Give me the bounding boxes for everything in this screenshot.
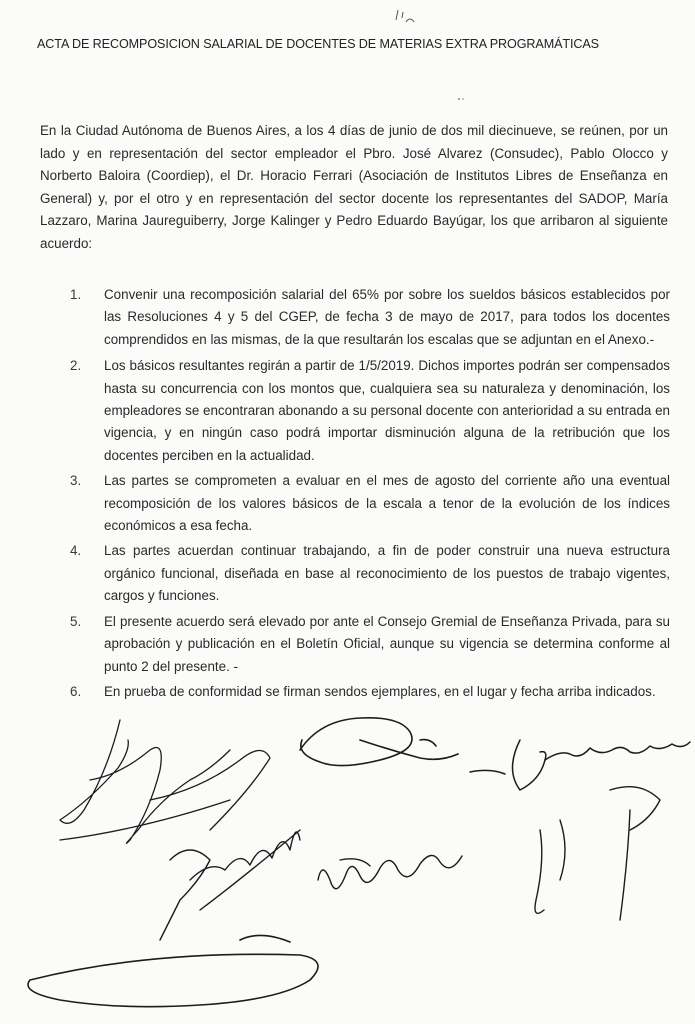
item-number: 3. (70, 473, 82, 489)
signature-5 (318, 855, 462, 888)
agreement-item-4 (70, 540, 670, 607)
item-number: 1. (70, 287, 82, 302)
signature-7 (28, 935, 318, 1006)
signature-3 (470, 740, 690, 790)
item-text: El presente acuerdo será elevado por ante el Consejo Gremial de Enseñanza Privada, para su aprobación y publicación en el Boletín Oficial, aunque su vigencia se determina conforme al punto 2 del presente. - (104, 613, 670, 674)
agreement-list (70, 284, 670, 703)
item-text: Las partes se comprometen a evaluar en el mes de agosto del corriente año una eventual recomposición de los valores básicos de la escala a tenor de la evolución de los índices económicos a esa fecha. (104, 473, 670, 534)
signature-6 (535, 787, 660, 920)
agreement-item-5 (70, 611, 670, 678)
agreement-item-3 (70, 470, 670, 537)
item-number: 6. (70, 683, 82, 699)
item-number: 5. (70, 613, 82, 629)
agreement-item-1 (70, 284, 670, 351)
item-text: En prueba de conformidad se firman sendos ejemplares, en el lugar y fecha arriba indicados. (104, 683, 656, 699)
signatures-area (0, 680, 695, 1024)
scan-speck (456, 96, 466, 102)
item-text: Las partes acuerdan continuar trabajando, a fin de poder construir una nueva estructura orgánico funcional, diseñada en base al reconocimiento de los puestos de trabajo vigentes, cargos y funciones. (104, 543, 670, 604)
item-text: Convenir una recomposición salarial del 65% por sobre los sueldos básicos establecidos por las Resoluciones 4 y 5 del CGEP, de fecha 3 de mayo de 2017, para todos los docentes comprendidos en las mismas, de la que resultarán los escalas que se adjuntan en el Anexo.- (104, 287, 670, 347)
item-number: 4. (70, 543, 82, 559)
agreement-item-2 (70, 355, 670, 467)
signature-2 (300, 718, 458, 766)
signature-1 (60, 720, 270, 843)
signature-4 (160, 830, 300, 940)
item-text: Los básicos resultantes regirán a partir de 1/5/2019. Dichos importes podrán ser compensados hasta su concurrencia con los montos que, cualquiera sea su naturaleza y denominación, los empleadores se encontraran abonando a su personal docente con anterioridad a su entrada en vigencia, y en ningún caso podrá importar disminución alguna de la retribución que los docentes perciben en la actualidad. (104, 358, 670, 463)
scan-mark-top (392, 6, 422, 26)
document-title: ACTA DE RECOMPOSICION SALARIAL DE DOCENTES DE MATERIAS EXTRA PROGRAMÁTICAS (37, 37, 599, 51)
intro-paragraph: En la Ciudad Autónoma de Buenos Aires, a los 4 días de junio de dos mil diecinueve, se reúnen, por un lado y en representación del sector empleador el Pbro. José Alvarez (Consudec), Pablo Olocco y Norberto Baloira (Coordiep), el Dr. Horacio Ferrari (Asociación de Institutos Libres de Enseñanza en General) y, por el otro y en representación del sector docente los representantes del SADOP, María Lazzaro, Marina Jaureguiberry, Jorge Kalinger y Pedro Eduardo Bayúgar, los que arribaron al siguiente acuerdo: (40, 123, 668, 251)
item-number: 2. (70, 358, 82, 374)
